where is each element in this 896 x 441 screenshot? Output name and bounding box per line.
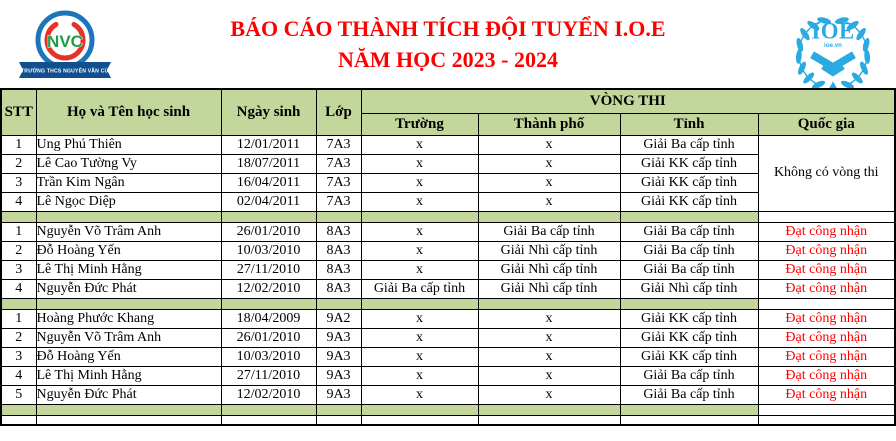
cutoff-cell — [758, 415, 895, 425]
cell-round-national: Đạt công nhận — [758, 241, 895, 260]
cutoff-row — [1, 415, 895, 425]
separator-cell — [316, 404, 361, 415]
col-header-round-city: Thành phố — [478, 113, 620, 135]
cell-round-national: Đạt công nhận — [758, 366, 895, 385]
cell-round-school: x — [361, 135, 478, 154]
cell-round-city: Giải Nhì cấp tỉnh — [478, 241, 620, 260]
table-row — [1, 309, 895, 328]
cell-round-province: Giải Nhì cấp tỉnh — [620, 279, 758, 298]
table-row — [1, 222, 895, 241]
cell-student-name: Đỗ Hoàng Yến — [36, 347, 221, 366]
separator-cell — [620, 298, 758, 309]
cell-stt: 1 — [1, 222, 36, 241]
cell-round-province: Giải KK cấp tỉnh — [620, 328, 758, 347]
page-title — [0, 13, 896, 75]
separator-cell — [1, 404, 36, 415]
cell-dob: 27/11/2010 — [221, 260, 316, 279]
cell-stt: 2 — [1, 154, 36, 173]
separator-cell — [758, 404, 895, 415]
cell-round-school: x — [361, 328, 478, 347]
cell-stt: 1 — [1, 135, 36, 154]
cell-dob: 12/01/2011 — [221, 135, 316, 154]
separator-row — [1, 298, 895, 309]
cell-dob: 26/01/2010 — [221, 328, 316, 347]
ioe-chevron-icon — [812, 55, 854, 74]
table-row — [1, 279, 895, 298]
cell-dob: 26/01/2010 — [221, 222, 316, 241]
col-header-stt: STT — [1, 89, 36, 135]
separator-cell — [758, 211, 895, 222]
cell-round-province: Giải Ba cấp tỉnh — [620, 241, 758, 260]
cell-student-name: Hoàng Phước Khang — [36, 309, 221, 328]
separator-cell — [478, 298, 620, 309]
cell-round-province: Giải Ba cấp tỉnh — [620, 385, 758, 404]
cutoff-cell — [1, 415, 36, 425]
cell-class: 9A3 — [316, 328, 361, 347]
cell-round-school: x — [361, 347, 478, 366]
cell-class: 8A3 — [316, 260, 361, 279]
cell-student-name: Trần Kim Ngân — [36, 173, 221, 192]
separator-cell — [316, 298, 361, 309]
cell-round-province: Giải KK cấp tỉnh — [620, 154, 758, 173]
cell-student-name: Lê Thị Minh Hằng — [36, 366, 221, 385]
cell-class: 8A3 — [316, 222, 361, 241]
cell-stt: 3 — [1, 347, 36, 366]
separator-cell — [620, 211, 758, 222]
cell-stt: 5 — [1, 385, 36, 404]
cell-class: 7A3 — [316, 192, 361, 211]
cell-stt: 1 — [1, 309, 36, 328]
cell-class: 9A3 — [316, 347, 361, 366]
achievements-table — [0, 88, 896, 426]
col-header-name: Họ và Tên học sinh — [36, 89, 221, 135]
cell-student-name: Nguyễn Đức Phát — [36, 385, 221, 404]
table-row — [1, 385, 895, 404]
cell-class: 9A3 — [316, 366, 361, 385]
separator-row — [1, 404, 895, 415]
cell-round-school: x — [361, 385, 478, 404]
cell-dob: 12/02/2010 — [221, 385, 316, 404]
cell-round-national: Đạt công nhận — [758, 279, 895, 298]
cell-round-city: Giải Nhì cấp tỉnh — [478, 279, 620, 298]
cell-class: 9A3 — [316, 385, 361, 404]
cutoff-cell — [620, 415, 758, 425]
col-header-rounds: VÒNG THI — [361, 89, 895, 113]
cell-class: 7A3 — [316, 135, 361, 154]
table-body — [1, 135, 895, 425]
col-header-round-province: Tỉnh — [620, 113, 758, 135]
cell-dob: 10/03/2010 — [221, 241, 316, 260]
separator-cell — [221, 404, 316, 415]
cell-round-province: Giải KK cấp tỉnh — [620, 309, 758, 328]
ioe-logo — [783, 8, 883, 88]
col-header-round-national: Quốc gia — [758, 113, 895, 135]
cell-round-city: Giải Nhì cấp tỉnh — [478, 260, 620, 279]
cell-class: 7A3 — [316, 173, 361, 192]
separator-cell — [36, 211, 221, 222]
school-name-banner: TRƯỜNG THCS NGUYỄN VĂN CỪ — [21, 68, 109, 75]
cell-class: 9A2 — [316, 309, 361, 328]
cutoff-cell — [478, 415, 620, 425]
ioe-logo-text: IOE — [811, 18, 855, 44]
cell-student-name: Lê Cao Tường Vy — [36, 154, 221, 173]
cell-round-school: x — [361, 222, 478, 241]
separator-cell — [478, 404, 620, 415]
cell-round-city: x — [478, 309, 620, 328]
col-header-class: Lớp — [316, 89, 361, 135]
cell-round-school: x — [361, 173, 478, 192]
cutoff-cell — [221, 415, 316, 425]
cell-round-province: Giải Ba cấp tỉnh — [620, 135, 758, 154]
cell-round-national: Đạt công nhận — [758, 222, 895, 241]
cell-class: 8A3 — [316, 279, 361, 298]
cell-student-name: Nguyễn Đức Phát — [36, 279, 221, 298]
cell-stt: 2 — [1, 328, 36, 347]
cell-student-name: Đỗ Hoàng Yến — [36, 241, 221, 260]
cell-round-national: Đạt công nhận — [758, 309, 895, 328]
table-row — [1, 366, 895, 385]
cell-class: 7A3 — [316, 154, 361, 173]
cell-round-national-merged: Không có vòng thi — [758, 135, 895, 211]
cell-student-name: Lê Ngọc Diệp — [36, 192, 221, 211]
col-header-round-school: Trường — [361, 113, 478, 135]
cell-round-national: Đạt công nhận — [758, 347, 895, 366]
separator-cell — [36, 404, 221, 415]
cell-round-city: x — [478, 366, 620, 385]
cell-dob: 02/04/2011 — [221, 192, 316, 211]
cell-round-city: x — [478, 347, 620, 366]
separator-row — [1, 211, 895, 222]
cell-student-name: Lê Thị Minh Hằng — [36, 260, 221, 279]
cell-round-city: x — [478, 173, 620, 192]
cell-stt: 3 — [1, 260, 36, 279]
cell-round-province: Giải KK cấp tỉnh — [620, 173, 758, 192]
cell-round-school: x — [361, 192, 478, 211]
col-header-dob: Ngày sinh — [221, 89, 316, 135]
cell-round-school: Giải Ba cấp tỉnh — [361, 279, 478, 298]
table-row — [1, 328, 895, 347]
cell-stt: 4 — [1, 192, 36, 211]
cell-round-school: x — [361, 241, 478, 260]
cell-round-province: Giải Ba cấp tỉnh — [620, 260, 758, 279]
cell-round-school: x — [361, 366, 478, 385]
cell-class: 8A3 — [316, 241, 361, 260]
cell-stt: 2 — [1, 241, 36, 260]
cell-round-city: x — [478, 385, 620, 404]
cell-student-name: Nguyễn Võ Trâm Anh — [36, 222, 221, 241]
separator-cell — [221, 211, 316, 222]
separator-cell — [361, 211, 478, 222]
cell-student-name: Nguyễn Võ Trâm Anh — [36, 328, 221, 347]
cell-stt: 4 — [1, 279, 36, 298]
cell-dob: 18/04/2009 — [221, 309, 316, 328]
cell-round-school: x — [361, 260, 478, 279]
cell-dob: 27/11/2010 — [221, 366, 316, 385]
separator-cell — [1, 298, 36, 309]
separator-cell — [221, 298, 316, 309]
separator-cell — [361, 404, 478, 415]
cell-dob: 10/03/2010 — [221, 347, 316, 366]
page-title-line1: BÁO CÁO THÀNH TÍCH ĐỘI TUYỂN I.O.E — [230, 16, 666, 41]
table-row — [1, 135, 895, 154]
cell-round-city: x — [478, 192, 620, 211]
separator-cell — [478, 211, 620, 222]
cutoff-cell — [361, 415, 478, 425]
page-title-line2: NĂM HỌC 2023 - 2024 — [338, 47, 558, 72]
cell-round-national: Đạt công nhận — [758, 260, 895, 279]
table-row — [1, 347, 895, 366]
cell-round-city: Giải Ba cấp tỉnh — [478, 222, 620, 241]
cell-student-name: Ung Phú Thiên — [36, 135, 221, 154]
cell-round-school: x — [361, 154, 478, 173]
table-row — [1, 260, 895, 279]
cutoff-cell — [316, 415, 361, 425]
cell-stt: 3 — [1, 173, 36, 192]
cell-dob: 12/02/2010 — [221, 279, 316, 298]
separator-cell — [620, 404, 758, 415]
cell-round-city: x — [478, 154, 620, 173]
cell-round-province: Giải Ba cấp tỉnh — [620, 222, 758, 241]
cell-round-city: x — [478, 135, 620, 154]
separator-cell — [1, 211, 36, 222]
cell-round-city: x — [478, 328, 620, 347]
cell-round-province: Giải KK cấp tỉnh — [620, 192, 758, 211]
cell-dob: 16/04/2011 — [221, 173, 316, 192]
cell-round-province: Giải KK cấp tỉnh — [620, 347, 758, 366]
ioe-domain-text: ioe.vn — [824, 42, 842, 50]
cell-round-national: Đạt công nhận — [758, 385, 895, 404]
school-logo-abbr: NVC — [47, 32, 83, 51]
separator-cell — [361, 298, 478, 309]
cell-round-national: Đạt công nhận — [758, 328, 895, 347]
cell-round-province: Giải Ba cấp tỉnh — [620, 366, 758, 385]
cell-stt: 4 — [1, 366, 36, 385]
separator-cell — [36, 298, 221, 309]
separator-cell — [758, 298, 895, 309]
separator-cell — [316, 211, 361, 222]
cell-dob: 18/07/2011 — [221, 154, 316, 173]
cell-round-school: x — [361, 309, 478, 328]
cutoff-cell — [36, 415, 221, 425]
table-row — [1, 241, 895, 260]
